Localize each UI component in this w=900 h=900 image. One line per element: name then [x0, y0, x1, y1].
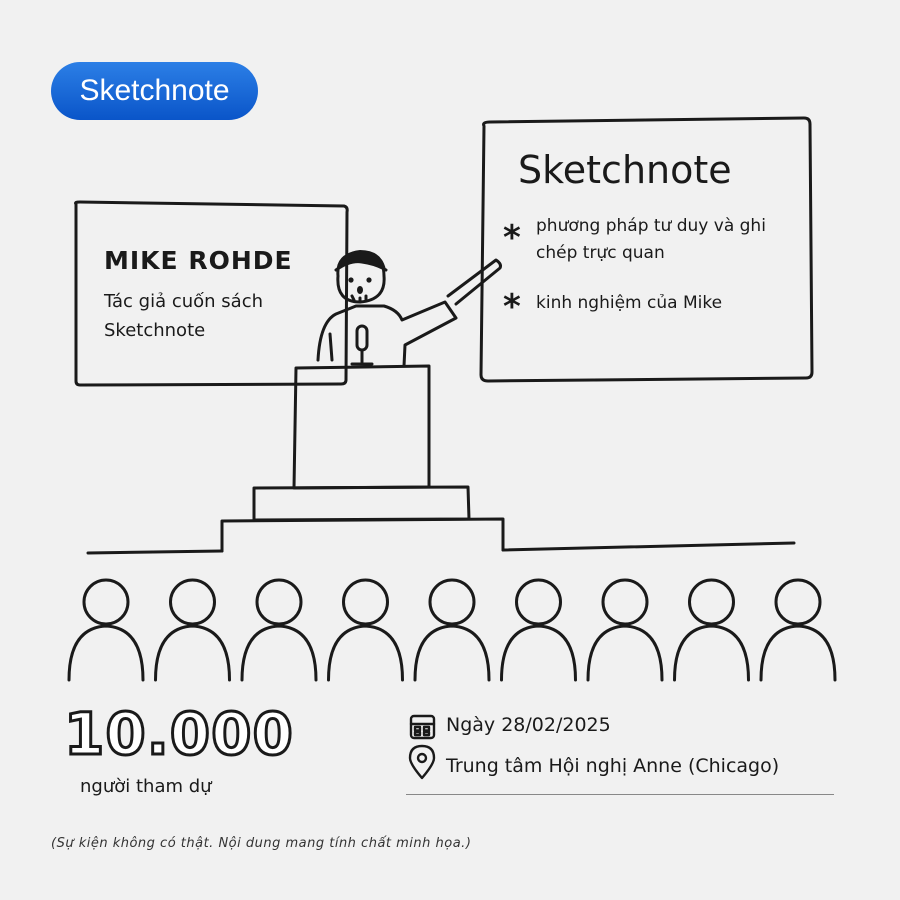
- audience-person: [415, 580, 489, 680]
- audience-person: [69, 580, 143, 680]
- info-divider: [406, 794, 834, 795]
- bullet-asterisk-icon: *: [503, 218, 521, 258]
- attendees-label: người tham dự: [80, 776, 212, 797]
- board-bullet-1: phương pháp tư duy và ghi chép trực quan: [536, 216, 766, 263]
- speaker-body: [318, 302, 456, 366]
- event-location: Trung tâm Hội nghị Anne (Chicago): [446, 755, 780, 777]
- stage-step-top: [254, 487, 469, 520]
- speaker-role: Tác giả cuốn sách Sketchnote: [104, 291, 264, 341]
- pointer-stick: [448, 260, 501, 304]
- bullet-asterisk-icon: *: [503, 287, 521, 327]
- speaker-name: MIKE ROHDE: [104, 246, 293, 275]
- audience-person: [242, 580, 316, 680]
- audience-person: [329, 580, 403, 680]
- attendees-number: 10.000: [64, 700, 294, 768]
- sketchnote-badge: Sketchnote: [51, 62, 258, 120]
- audience-person: [588, 580, 662, 680]
- event-date-row: [410, 714, 611, 736]
- audience-group: [69, 580, 835, 680]
- event-location-row: [410, 755, 779, 777]
- stage-floor: [88, 543, 794, 553]
- disclaimer: (Sự kiện không có thật. Nội dung mang tính chất minh họa.): [51, 836, 472, 851]
- audience-person: [502, 580, 576, 680]
- board-bullet-2: kinh nghiệm của Mike: [536, 293, 723, 313]
- audience-person: [675, 580, 749, 680]
- board-title: Sketchnote: [518, 148, 732, 192]
- audience-person: [156, 580, 230, 680]
- event-date: Ngày 28/02/2025: [446, 714, 611, 736]
- stage-step-bottom: [222, 519, 503, 551]
- audience-person: [761, 580, 835, 680]
